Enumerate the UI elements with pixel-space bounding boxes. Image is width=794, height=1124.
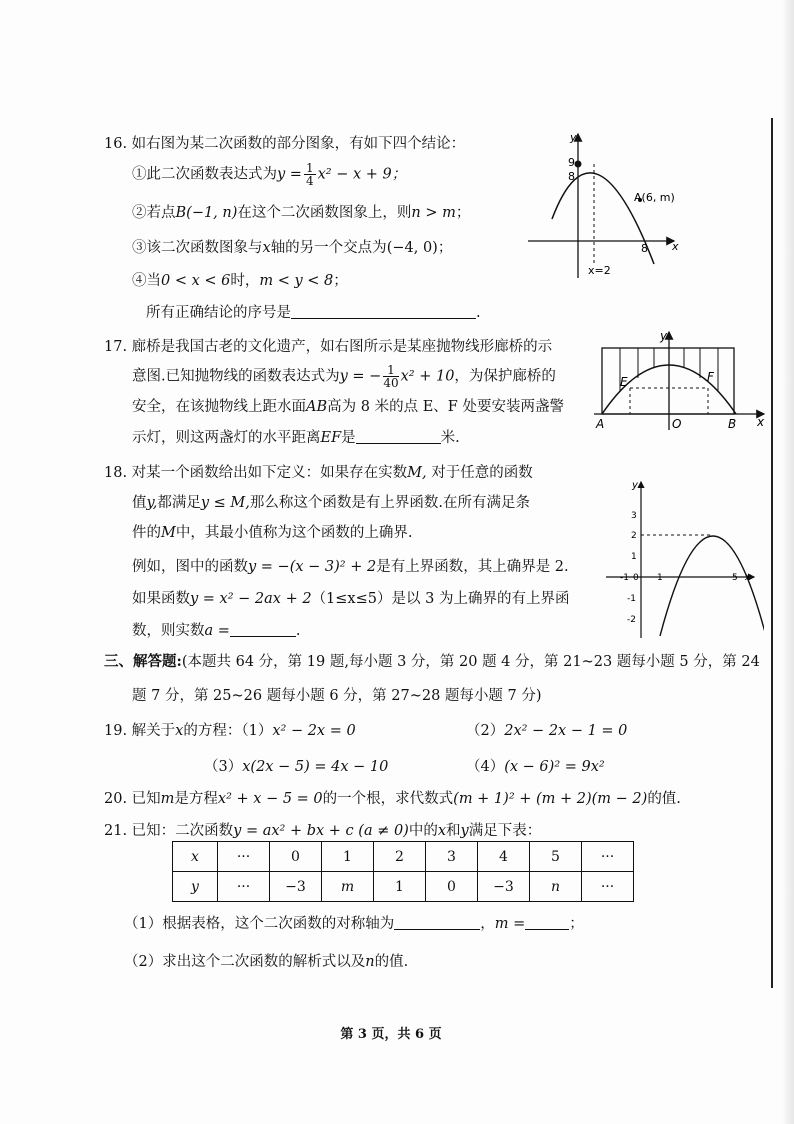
q18-tick-1: 1 [631, 552, 637, 562]
q16-conclusion-4: ④当0 < x < 6时，m < y < 8； [132, 273, 348, 289]
table-cell: 1 [322, 842, 374, 872]
table-cell: ··· [218, 842, 270, 872]
q17-line2: 意图.已知抛物线的函数表达式为y = − $\frac{1}{40}$ x² + 10，为保护廊桥的 [132, 363, 556, 390]
q16-conclusion-3: ③该二次函数图象与x轴的另一个交点为(−4, 0)； [132, 240, 453, 256]
q19-part2: （2）2x² − 2x − 1 = 0 [466, 723, 628, 739]
q18-line5: 如果函数y = x² − 2ax + 2（1≤x≤5）是以 3 为上确界的有上界函 [132, 591, 570, 607]
section3-heading: 三、解答题:(本题共 64 分，第 19 题,每小题 3 分，第 20 题 4 分，第 21~23 题每小题 5 分，第 24 [104, 653, 760, 670]
q16-label-8-axis: 8 [641, 242, 648, 255]
q18-line3: 件的M中，其最小值称为这个函数的上确界. [132, 525, 413, 541]
q18-graph [604, 476, 764, 646]
q18-line4: 例如，图中的函数y = −(x − 3)² + 2是有上界函数，其上确界是 2. [132, 559, 569, 575]
q16-intro: 16. 如右图为某二次函数的部分图象，有如下四个结论： [104, 136, 466, 152]
q16-label-8-left: 8 [568, 170, 575, 183]
q21-m-blank[interactable] [525, 915, 569, 930]
q16-conclusion-1: ①此二次函数表达式为y = $\frac{1}{4}$ x² − x + 9； [132, 161, 407, 188]
q17-label-f: F [707, 370, 714, 384]
table-cell: ··· [218, 872, 270, 902]
table-cell: x [173, 842, 218, 872]
q17-y-label: y [660, 329, 668, 343]
table-cell: 1 [374, 872, 426, 902]
q17-answer-blank[interactable] [356, 429, 441, 444]
q18-tick-xn1: -1 [620, 573, 629, 583]
table-cell: −3 [270, 872, 322, 902]
q18-tick-3: 3 [631, 511, 637, 521]
page-edge-shadow [782, 0, 794, 1124]
q16-answer-blank[interactable] [291, 304, 476, 319]
q19-intro: 19. 解关于x的方程：（1）x² − 2x = 0 [104, 723, 356, 739]
table-cell: 5 [530, 842, 582, 872]
q17-label-e: E [620, 375, 628, 389]
q18-parabola [660, 536, 764, 636]
table-cell: 0 [270, 842, 322, 872]
q17-label-o: O [672, 417, 682, 431]
q17-label-b: B [728, 417, 737, 431]
table-cell: ··· [582, 842, 634, 872]
q18-line1: 18. 对某一个函数给出如下定义：如果存在实数M, 对于任意的函数 [104, 465, 533, 481]
q18-tick-n1: -1 [627, 594, 636, 604]
q18-tick-x1: 1 [657, 573, 663, 583]
fraction-one-fortieth: $\frac{1}{40}$ [383, 363, 399, 390]
q16-label-x2: x=2 [588, 264, 611, 277]
q18-x-label: x [745, 572, 751, 583]
q21-intro: 21. 已知：二次函数y = ax² + bx + c (a ≠ 0)中的x和y满足下表： [104, 823, 542, 839]
q18-answer-blank[interactable] [230, 622, 296, 637]
q18-tick-n2: -2 [627, 615, 636, 625]
table-cell: 0 [426, 872, 478, 902]
q21-sub2: （2）求出这个二次函数的解析式以及n的值. [124, 954, 409, 970]
q18-y-label: y [632, 480, 638, 491]
section3-line2: 题 7 分，第 25~26 题每小题 6 分，第 27~28 题每小题 7 分) [132, 688, 542, 704]
q16-ask: 所有正确结论的序号是 . [146, 305, 481, 321]
fraction-one-quarter: $\frac{1}{4}$ [305, 161, 314, 188]
q17-label-a: A [596, 417, 605, 431]
q18-tick-x5: 5 [732, 573, 738, 583]
table-cell: y [173, 872, 218, 902]
q18-tick-2: 2 [631, 531, 637, 541]
q21-value-table [172, 841, 634, 902]
q17-line4: 示灯，则这两盏灯的水平距离EF是 米. [132, 430, 460, 446]
q16-label-a: A(6, m) [634, 191, 675, 204]
q21-row-x [173, 842, 634, 872]
q18-line6: 数，则实数a = . [132, 623, 301, 639]
table-cell: n [530, 872, 582, 902]
q17-line1: 17. 廊桥是我国古老的文化遗产，如右图所示是某座抛物线形廊桥的示 [104, 339, 553, 355]
q21-row-y [173, 872, 634, 902]
q17-x-label: x [757, 415, 765, 429]
q19-part4: （4）(x − 6)² = 9x² [466, 759, 605, 775]
table-cell: m [322, 872, 374, 902]
q18-line2: 值y,都满足y ≤ M,那么称这个函数是有上界函数.在所有满足条 [132, 495, 530, 511]
table-cell: ··· [582, 872, 634, 902]
q21-axis-blank[interactable] [394, 915, 480, 930]
right-margin-line [771, 118, 773, 988]
q17-bridge-diagram [592, 326, 770, 434]
page-number: 第 3 页，共 6 页 [340, 1027, 442, 1042]
q19-part3: （3）x(2x − 5) = 4x − 10 [204, 759, 389, 775]
q16-conclusion-2: ②若点B(−1, n)在这个二次函数图象上，则n > m； [132, 205, 471, 221]
q16-graph [524, 128, 684, 280]
table-cell: 3 [426, 842, 478, 872]
q16-parabola [552, 173, 654, 264]
q16-point-9 [575, 161, 582, 168]
q17-line3: 安全，在该抛物线上距水面AB高为 8 米的点 E、F 处要安装两盏警 [132, 399, 564, 415]
q16-y-label: y [570, 131, 577, 144]
q18-tick-x0: 0 [633, 573, 639, 583]
q21-sub1: （1）根据表格，这个二次函数的对称轴为 ，m = ； [124, 916, 584, 932]
q16-label-9: 9 [568, 156, 575, 169]
table-cell: 2 [374, 842, 426, 872]
q20-text: 20. 已知m是方程x² + x − 5 = 0的一个根，求代数式(m + 1)² + (m + 2)(m − 2)的值. [104, 791, 681, 807]
table-cell: −3 [478, 872, 530, 902]
table-cell: 4 [478, 842, 530, 872]
q16-x-label: x [672, 240, 679, 253]
